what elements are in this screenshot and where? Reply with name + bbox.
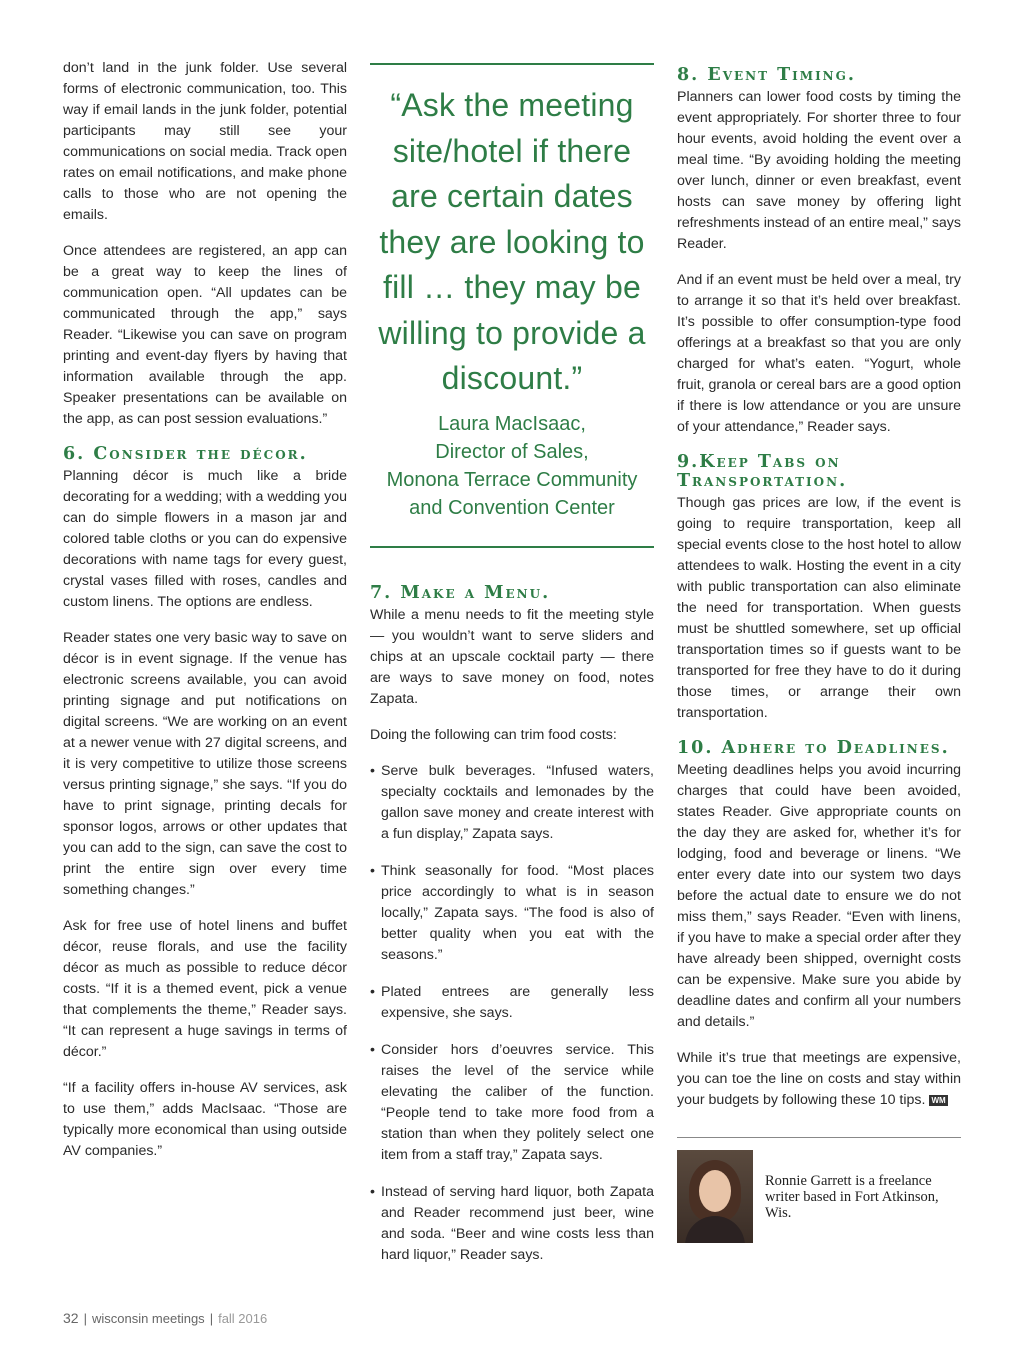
list-item-text: Consider hors d’oeuvres service. This raises the level of the service while elevating the caliber of the function. “People tend to take more food from a station than when they politely select one item from a staff tray,” Zapata says.	[381, 1041, 654, 1163]
left-column	[63, 58, 347, 1177]
author-bio	[677, 1150, 961, 1243]
section-heading-10: 10. Adhere to Deadlines.	[677, 738, 950, 758]
page-footer	[63, 1310, 267, 1326]
body-paragraph: Ask for free use of hotel linens and buffet décor, reuse florals, and use the facility décor as much as possible to reduce décor costs. “If it is a themed event, pick a venue that complements the theme,” Reader says. “It can represent a huge savings in terms of décor.”	[63, 918, 347, 1060]
section-heading-9: 9.Keep Tabs on Transportation.	[677, 452, 848, 491]
right-column	[677, 58, 961, 1243]
attribution-name: Laura MacIsaac,	[438, 412, 586, 435]
list-item	[370, 861, 654, 966]
pull-quote-attribution	[370, 410, 654, 522]
closing-text: While it’s true that meetings are expensive, you can toe the line on costs and stay within your budgets by following these 10 tips.	[677, 1050, 961, 1108]
page-number: 32	[63, 1310, 79, 1326]
bullet-icon: •	[370, 983, 375, 1000]
list-item-text: Instead of serving hard liquor, both Zapata and Reader recommend just beer, wine and soda. “Beer and wine costs less than hard liquor,” Reader says.	[381, 1183, 654, 1263]
footer-divider: |	[83, 1311, 87, 1326]
body-paragraph: Reader states one very basic way to save on décor is in event signage. If the venue has electronic screens available, you can avoid printing signage and put notifications on digital screens. “We are working on an event at a newer venue with 27 digital screens, and it is very competitive to utilize those screens versus printing signage,” she says. “If you do have to print signage, printing decals for sponsor logos, arrows or other updates that you can add to the sign, can save the cost to print the entire sign over every time something changes.”	[63, 630, 347, 898]
attribution-org-line2: and Convention Center	[409, 496, 615, 519]
author-photo	[677, 1150, 753, 1243]
list-item	[370, 982, 654, 1024]
author-bio-text: Ronnie Garrett is a freelance writer based in Fort Atkinson, Wis.	[765, 1172, 939, 1221]
body-paragraph: Doing the following can trim food costs:	[370, 726, 617, 743]
footer-divider: |	[209, 1311, 214, 1326]
closing-paragraph	[677, 1048, 961, 1111]
attribution-title: Director of Sales,	[435, 440, 589, 463]
body-paragraph: Meeting deadlines helps you avoid incurring charges that could have been avoided, states Reader. Give appropriate counts on the day they are asked for, whether it’s for lodging, food and beverage or linens. “We enter every date into our system two days before the actual date to ensure we do not miss them,” says Reader. “Even with linens, if you have to make a special order after they have already been shipped, overnight costs can be expensive. Make sure you abide by deadline dates and confirm all your numbers and details.”	[677, 762, 961, 1030]
list-item	[370, 1182, 654, 1266]
attribution-org-line1: Monona Terrace Community	[386, 468, 638, 491]
end-mark-icon: WM	[931, 1096, 946, 1105]
bullet-icon: •	[370, 1041, 375, 1058]
issue-label: fall 2016	[218, 1311, 268, 1326]
middle-column	[370, 58, 654, 1282]
body-paragraph: Planners can lower food costs by timing the event appropriately. For shorter three to four hour events, avoid holding the event over a meal time. “By avoiding holding the meeting over lunch, dinner or even breakfast, event hosts can save money by offering light refreshments instead of an entire meal,” says Reader.	[677, 89, 961, 252]
list-item	[370, 761, 654, 845]
section-heading-7: 7. Make a Menu.	[370, 582, 551, 603]
body-paragraph: Planning décor is much like a bride decorating for a wedding; with a wedding you can do simple flowers in a mason jar and colored table cloths or you can do expensive decorations with name tags for every guest, crystal vases filled with roses, candles and custom linens. The options are endless.	[63, 468, 347, 610]
bio-divider	[677, 1137, 961, 1138]
food-cost-tips-list	[370, 761, 654, 1266]
body-paragraph: Once attendees are registered, an app can be a great way to keep the lines of communication open. “All updates can be communicated through the app,” says Reader. “Likewise you can save on program printing and event-day flyers by having that information available through the app. Speaker presentations can be available on the app, as can post session evaluations.”	[63, 243, 347, 427]
list-item-text: Plated entrees are generally less expensive, she says.	[381, 983, 654, 1021]
pull-quote-bottom-rule	[370, 546, 654, 548]
bullet-icon: •	[370, 862, 375, 879]
pull-quote-top-rule	[370, 63, 654, 65]
section-heading-6: 6. Consider the décor.	[63, 444, 308, 464]
bullet-icon: •	[370, 762, 375, 779]
list-item-text: Think seasonally for food. “Most places price accordingly to what is in season locally,” Zapata says. “The food is also of better quality when you eat with the seasons.”	[381, 862, 654, 963]
section-heading-8: 8. Event Timing.	[677, 65, 856, 85]
publication-name: wisconsin meetings	[91, 1311, 205, 1326]
pull-quote: “Ask the meeting site/hotel if there are certain dates they are looking to fill … they may be willing to provide a discount.”	[378, 87, 646, 396]
body-paragraph: Though gas prices are low, if the event is going to require transportation, keep all special events close to the host hotel to allow attendees to walk. Hosting the event in a city with public transportation can also eliminate the need for transportation. When guests must be shuttled somewhere, set up official transportation times so if guests want to be transported for free they have to do it during those times, or arrange their own transportation.	[677, 495, 961, 721]
list-item	[370, 1040, 654, 1166]
list-item-text: Serve bulk beverages. “Infused waters, specialty cocktails and lemonades by the gallon save money and create interest with a fun display,” Zapata says.	[381, 762, 654, 842]
body-paragraph: “If a facility offers in-house AV services, ask to use them,” adds MacIsaac. “Those are typically more economical than using outside AV companies.”	[63, 1080, 347, 1159]
bullet-icon: •	[370, 1183, 375, 1200]
body-paragraph: don’t land in the junk folder. Use several forms of electronic communication, too. This way if email lands in the junk folder, potential participants may still see your communications on social media. Track open rates on email notifications, and make phone calls to those who are not opening the emails.	[63, 60, 347, 223]
body-paragraph: And if an event must be held over a meal, try to arrange it so that it’s held over breakfast. It’s possible to offer consumption-type food offerings at a breakfast so that you are only charged for what’s eaten. “Yogurt, whole fruit, granola or cereal bars are a good option if there is low attendance or you are unsure of your attendance,” Reader says.	[677, 272, 961, 435]
body-paragraph: While a menu needs to fit the meeting style — you wouldn’t want to serve sliders and chips at an upscale cocktail party — there are ways to save money on food, notes Zapata.	[370, 606, 654, 707]
